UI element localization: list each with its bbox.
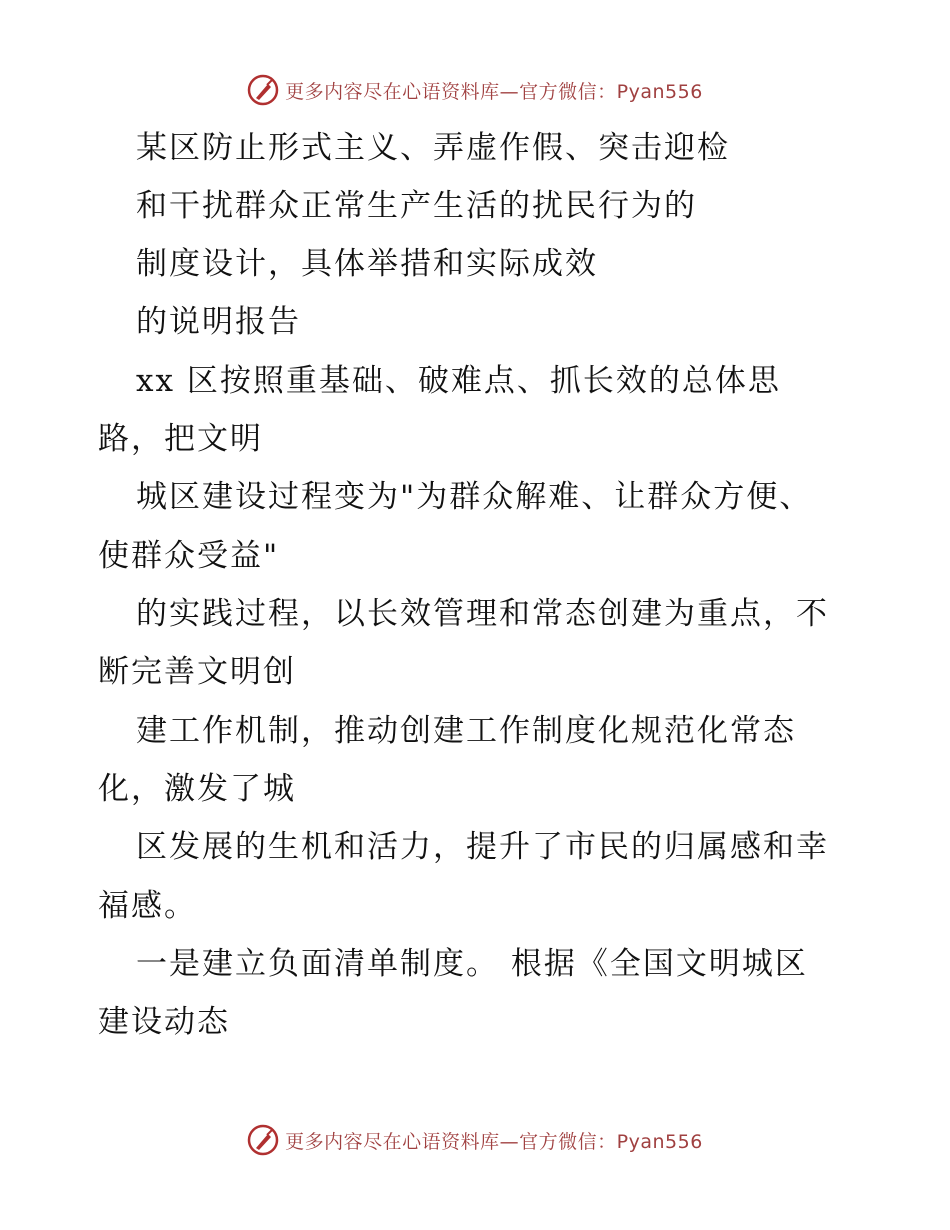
paragraph-line: 路，把文明 bbox=[98, 421, 263, 457]
pen-nib-logo-icon bbox=[247, 74, 279, 106]
pen-nib-logo-icon bbox=[247, 1124, 279, 1156]
paragraph-line: 建设动态 bbox=[98, 1004, 230, 1040]
watermark-text: 更多内容尽在心语资料库—官方微信：Pyan556 bbox=[285, 80, 703, 103]
paragraph-line: 使群众受益" bbox=[98, 538, 280, 574]
paragraph-line: 断完善文明创 bbox=[98, 654, 296, 690]
title-line-4: 的说明报告 bbox=[136, 304, 301, 340]
header-watermark bbox=[0, 70, 950, 110]
footer-watermark bbox=[0, 1120, 950, 1160]
paragraph-line: 城区建设过程变为"为群众解难、让群众方便、 bbox=[136, 479, 813, 515]
paragraph-line: 一是建立负面清单制度。 根据《全国文明城区 bbox=[136, 946, 808, 982]
watermark-text: 更多内容尽在心语资料库—官方微信：Pyan556 bbox=[285, 1130, 703, 1153]
paragraph-line: 的实践过程，以长效管理和常态创建为重点，不 bbox=[136, 596, 829, 632]
title-line-3: 制度设计，具体举措和实际成效 bbox=[136, 246, 598, 282]
title-line-2: 和干扰群众正常生产生活的扰民行为的 bbox=[136, 188, 697, 224]
paragraph-line: 建工作机制，推动创建工作制度化规范化常态 bbox=[136, 713, 796, 749]
paragraph-line: 福感。 bbox=[98, 888, 197, 924]
paragraph-line: 区发展的生机和活力，提升了市民的归属感和幸 bbox=[136, 829, 829, 865]
title-line-1: 某区防止形式主义、弄虚作假、突击迎检 bbox=[136, 130, 730, 166]
paragraph-line: 化，激发了城 bbox=[98, 771, 296, 807]
paragraph-line: xx 区按照重基础、破难点、抓长效的总体思 bbox=[136, 363, 781, 399]
